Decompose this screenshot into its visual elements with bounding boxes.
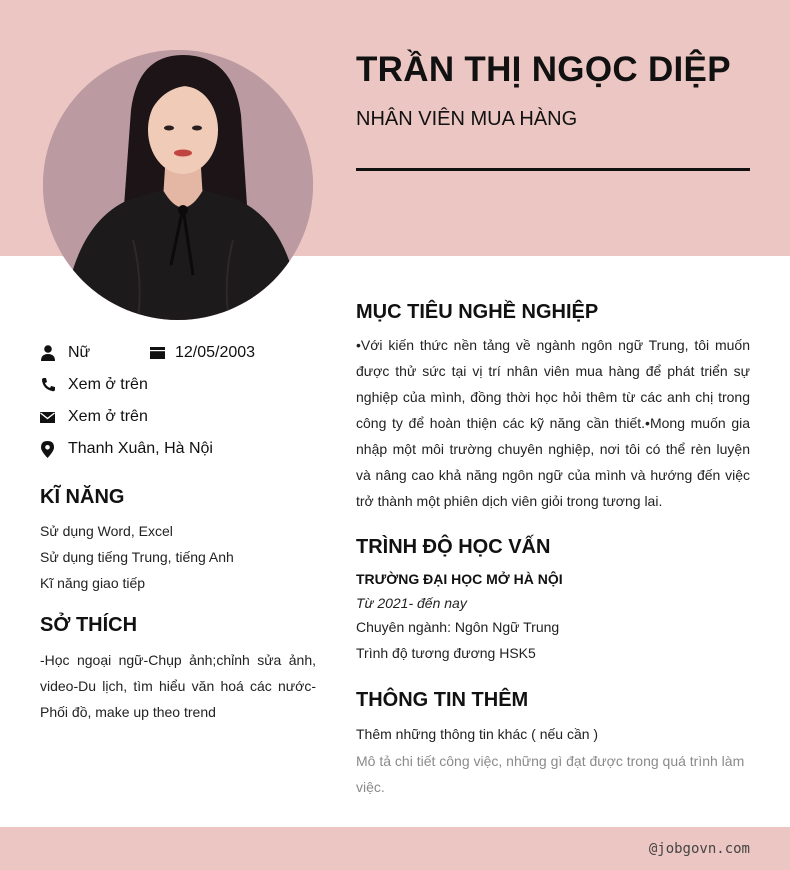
extra-description: Mô tả chi tiết công việc, những gì đạt được trong quá trình làm việc.: [356, 753, 745, 795]
phone-icon: [40, 377, 55, 393]
skill-item: Sử dụng tiếng Trung, tiếng Anh: [40, 549, 234, 565]
extra-line: Thêm những thông tin khác ( nếu cần ): [356, 726, 599, 742]
gender-value: Nữ: [68, 344, 91, 361]
candidate-name: TRẦN THỊ NGỌC DIỆP: [356, 50, 731, 89]
study-period: Từ 2021- đến nay: [356, 595, 467, 611]
hobbies-text: -Học ngoại ngữ-Chụp ảnh;chỉnh sửa ảnh, video-Du lịch, tìm hiểu văn hoá các nước-Phối đồ, make up theo trend: [40, 652, 316, 720]
school-name: TRƯỜNG ĐẠI HỌC MỞ HÀ NỘI: [356, 571, 563, 587]
mail-icon: [40, 409, 55, 425]
extra-title: THÔNG TIN THÊM: [356, 689, 529, 711]
gender-row: [40, 342, 90, 364]
birthday-row: [150, 342, 255, 364]
skill-item: Kĩ năng giao tiếp: [40, 575, 146, 591]
location-pin-icon: [40, 441, 55, 457]
header-divider: [356, 168, 750, 171]
user-icon: [40, 345, 55, 361]
calendar-icon: [150, 345, 165, 361]
address-row: [40, 438, 213, 460]
skill-item: Sử dụng Word, Excel: [40, 523, 173, 539]
phone-value: Xem ở trên: [68, 376, 148, 393]
objective-title: MỤC TIÊU NGHỀ NGHIỆP: [356, 301, 599, 323]
birthday-value: 12/05/2003: [175, 344, 256, 361]
objective-text: •Với kiến thức nền tảng về ngành ngôn ngữ Trung, tôi muốn được thử sức tại vị trí nhân viên mua hàng để phát triển sự nghiệp của mình, đồng thời học hỏi thêm từ các anh chị trong công ty để hoàn thiện các kỹ năng cần thiết.•Mong muốn gia nhập một môi trường chuyên nghiệp, nơi tôi có thể rèn luyện và nâng cao khả năng ngôn ngữ của mình và hướng đến việc trở thành một phiên dịch viên giỏi trong tương lai.: [356, 337, 750, 509]
skills-title: KĨ NĂNG: [40, 486, 125, 508]
profile-photo: [43, 50, 313, 320]
major: Chuyên ngành: Ngôn Ngữ Trung: [356, 619, 560, 635]
watermark-text: @jobgovn.com: [648, 841, 750, 857]
hobbies-title: SỞ THÍCH: [40, 614, 138, 636]
footer-band: [0, 827, 790, 870]
job-title: NHÂN VIÊN MUA HÀNG: [356, 108, 578, 130]
education-title: TRÌNH ĐỘ HỌC VẤN: [356, 536, 551, 558]
phone-row: [40, 374, 148, 396]
portrait-illustration: [43, 50, 313, 320]
language-level: Trình độ tương đương HSK5: [356, 645, 536, 661]
email-value: Xem ở trên: [68, 408, 148, 425]
address-value: Thanh Xuân, Hà Nội: [68, 440, 213, 457]
email-row: [40, 406, 148, 428]
